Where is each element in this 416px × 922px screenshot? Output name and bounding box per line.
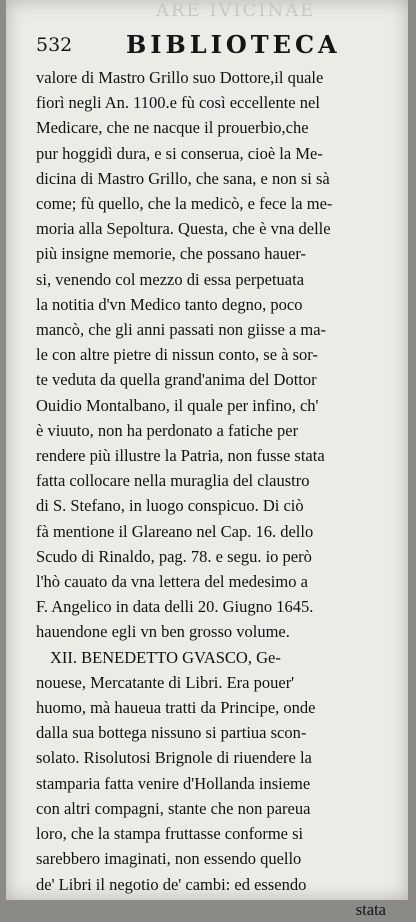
text-line: le con altre pietre di nissun conto, se à sor- (36, 345, 318, 365)
text-line: è viuuto, non ha perdonato a fatiche per (36, 420, 299, 440)
text-line: XII. BENEDETTO GVASCO, Ge- (50, 647, 281, 667)
text-line: più insigne memorie, che possano hauer- (36, 244, 307, 264)
text-line: la notitia d'vn Medico tanto degno, poco (36, 294, 303, 314)
bleed-through-text: ARE IVICINAE (156, 0, 316, 21)
text-line: huomo, mà haueua tratti da Principe, onde (36, 698, 316, 718)
running-title: BIBLIOTECA (126, 30, 341, 59)
text-line: F. Angelico in data delli 20. Giugno 1645. (36, 597, 314, 617)
text-line: te veduta da quella grand'anima del Dottor (36, 370, 317, 390)
text-line: valore di Mastro Grillo suo Dottore,il quale (36, 68, 324, 87)
text-line: dicina di Mastro Grillo, che sana, e non si sà (36, 168, 330, 188)
text-line: come; fù quello, che la medicò, e fece la me- (36, 194, 333, 214)
catchword: stata (355, 899, 386, 919)
text-line: loro, che la stampa fruttasse conforme si (36, 824, 304, 844)
text-line: sarebbero imaginati, non essendo quello (36, 849, 302, 869)
text-line: de' Libri il negotio de' cambi: ed essendo (36, 874, 307, 894)
text-line: moria alla Sepoltura. Questa, che è vna delle (36, 219, 331, 239)
text-line: con altri compagni, stante che non pareua (36, 798, 311, 818)
text-line: l'hò cauato da vna lettera del medesimo a (36, 572, 308, 592)
text-line: hauendone egli vn ben grosso volume. (36, 622, 290, 642)
text-line: si, venendo col mezzo di essa perpetuata (36, 269, 305, 289)
page-header (36, 30, 396, 66)
text-line: mancò, che gli anni passati non giisse a ma- (36, 320, 327, 340)
text-line: Medicare, che ne nacque il prouerbio,che (36, 118, 309, 138)
page-number: 532 (36, 34, 73, 56)
text-line: fiorì negli An. 1100.e fù così eccellente nel (36, 93, 320, 113)
text-line: pur hoggidì dura, e si conserua, cioè la Me- (36, 143, 323, 163)
text-line: di S. Stefano, in luogo conspicuo. Di ciò (36, 496, 304, 516)
text-line: fatta collocare nella muraglia del claustro (36, 471, 310, 491)
text-line: Ouidio Montalbano, il quale per infino, ch' (36, 395, 319, 415)
text-line: fà mentione il Glareano nel Cap. 16. dello (36, 521, 314, 541)
text-line: Scudo di Rinaldo, pag. 78. e segu. io però (36, 546, 312, 566)
text-line: stamparia fatta venire d'Hollanda insieme (36, 773, 311, 793)
text-line: rendere più illustre la Patria, non fusse stata (36, 446, 325, 466)
text-line: solato. Risolutosi Brignole di riuendere la (36, 748, 312, 768)
book-page (6, 0, 408, 919)
body-text (36, 65, 392, 922)
text-line: dalla sua bottega nissuno si partiua scon- (36, 723, 307, 743)
text-line: nouese, Mercatante di Libri. Era pouer' (36, 672, 295, 692)
